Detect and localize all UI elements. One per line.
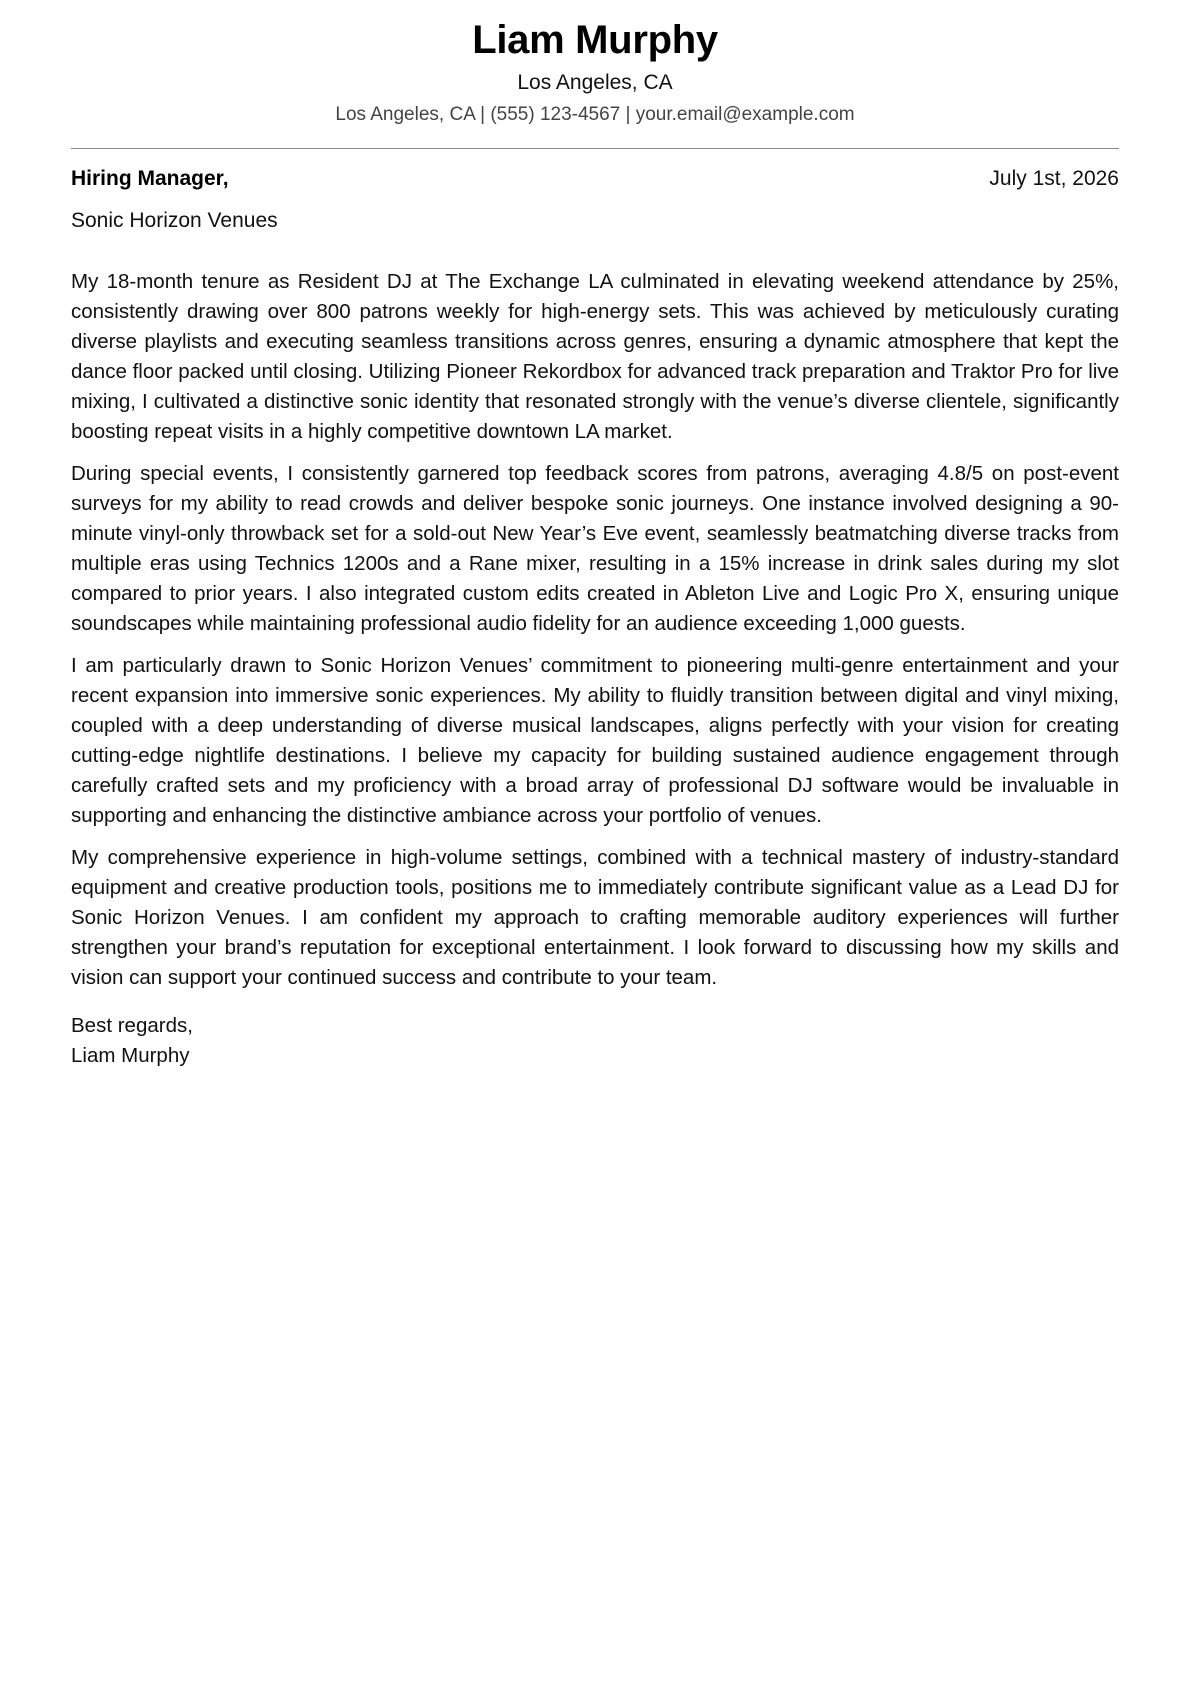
letter-body — [71, 267, 1119, 993]
signature-name: Liam Murphy — [71, 1044, 190, 1067]
body-paragraph-3: I am particularly drawn to Sonic Horizon Venues’ commitment to pioneering multi-genre entertainment and your recent expansion into immersive sonic experiences. My ability to fluidly transition between digital and vinyl mixing, coupled with a deep understanding of diverse musical landscapes, aligns perfectly with your vision for creating cutting-edge nightlife destinations. I believe my capacity for building sustained audience engagement through carefully crafted sets and my proficiency with a broad array of professional DJ software would be invaluable in supporting and enhancing the distinctive ambiance across your portfolio of venues. — [71, 654, 1119, 827]
letter-date: July 1st, 2026 — [989, 167, 1119, 190]
recipient-date-row — [71, 165, 1119, 193]
body-paragraph-2: During special events, I consistently garnered top feedback scores from patrons, averaging 4.8/5 on post-event surveys for my ability to read crowds and deliver bespoke sonic journeys. One instance involved designing a 90-minute vinyl-only throwback set for a sold-out New Year’s Eve event, seamlessly beatmatching diverse tracks from multiple eras using Technics 1200s and a Rane mixer, resulting in a 15% increase in drink sales during my slot compared to prior years. I also integrated custom edits created in Ableton Live and Logic Pro X, ensuring unique soundscapes while maintaining professional audio fidelity for an audience exceeding 1,000 guests. — [71, 462, 1119, 635]
header-divider — [71, 148, 1119, 149]
applicant-name: Liam Murphy — [472, 18, 718, 62]
applicant-location: Los Angeles, CA — [517, 71, 673, 94]
recipient-salutation: Hiring Manager, — [71, 167, 229, 190]
body-paragraph-4: My comprehensive experience in high-volume settings, combined with a technical mastery of industry-standard equipment and creative production tools, positions me to immediately contribute significant value as a Lead DJ for Sonic Horizon Venues. I am confident my approach to crafting memorable auditory experiences will further strengthen your brand’s reputation for exceptional entertainment. I look forward to discussing how my skills and vision can support your continued success and contribute to your team. — [71, 846, 1119, 989]
closing-phrase: Best regards, — [71, 1014, 193, 1037]
body-paragraph-1: My 18-month tenure as Resident DJ at The Exchange LA culminated in elevating weekend attendance by 25%, consistently drawing over 800 patrons weekly for high-energy sets. This was achieved by meticulously curating diverse playlists and executing seamless transitions across genres, ensuring a dynamic atmosphere that kept the dance floor packed until closing. Utilizing Pioneer Rekordbox for advanced track preparation and Traktor Pro for live mixing, I cultivated a distinctive sonic identity that resonated strongly with the venue’s diverse clientele, significantly boosting repeat visits in a highly competitive downtown LA market. — [71, 270, 1119, 443]
letter-closing — [71, 1011, 1119, 1071]
contact-info: Los Angeles, CA | (555) 123-4567 | your.email@example.com — [335, 104, 855, 125]
company-name: Sonic Horizon Venues — [71, 209, 278, 232]
letter-header — [71, 14, 1119, 128]
